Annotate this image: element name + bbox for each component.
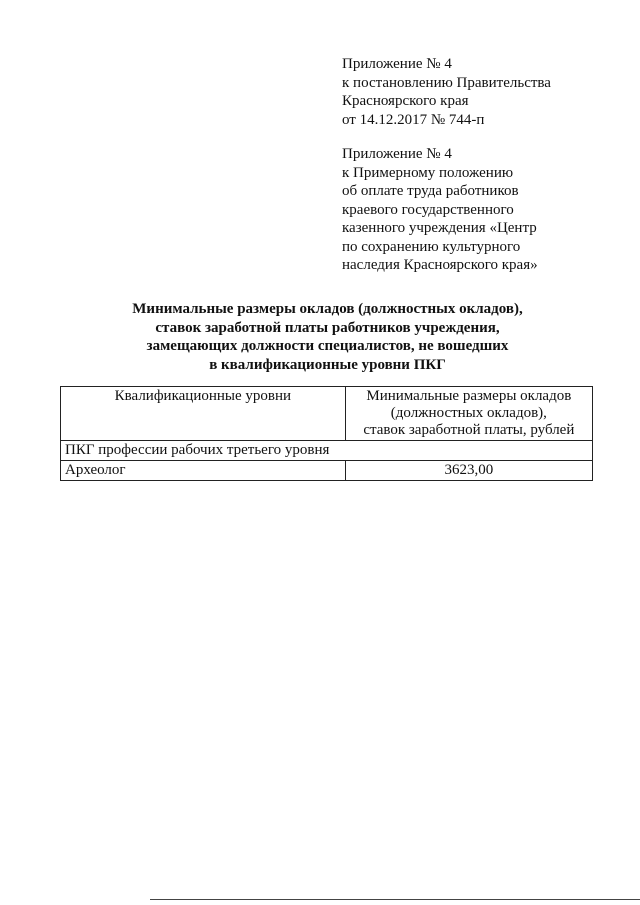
- title-line: ставок заработной платы работников учреждения,: [155, 319, 500, 336]
- annex-decree-line: Приложение № 4: [342, 56, 452, 72]
- header-line: Минимальные размеры окладов: [366, 388, 572, 404]
- position-cell: Археолог: [61, 461, 346, 481]
- header-line: (должностных окладов),: [390, 405, 547, 421]
- table-row: [61, 461, 593, 481]
- annex-regulation-line: краевого государственного: [342, 201, 514, 218]
- annex-regulation-line: по сохранению культурного: [342, 238, 521, 255]
- title-line: замещающих должности специалистов, не вошедших: [146, 338, 509, 354]
- annex-decree-line: Красноярского края: [342, 93, 469, 109]
- salary-table: [60, 386, 593, 481]
- annex-regulation-block: [342, 145, 538, 275]
- header-qualification-levels: Квалификационные уровни: [61, 387, 346, 441]
- header-line: ставок заработной платы, рублей: [363, 422, 575, 438]
- annex-regulation-line: Приложение № 4: [342, 146, 452, 162]
- annex-decree-line: от 14.12.2017 № 744-п: [342, 111, 485, 128]
- group-row: [61, 441, 593, 461]
- title-line: в квалификационные уровни ПКГ: [209, 356, 446, 373]
- annex-regulation-line: казенного учреждения «Центр: [342, 220, 537, 236]
- header-minimum-salaries: [345, 387, 592, 441]
- document-title: [60, 300, 595, 374]
- title-line: Минимальные размеры окладов (должностных окладов),: [132, 301, 523, 317]
- table-header-row: [61, 387, 593, 441]
- annex-decree-block: [342, 55, 551, 129]
- annex-decree-line: к постановлению Правительства: [342, 74, 551, 91]
- salary-cell: 3623,00: [345, 461, 592, 481]
- page-bottom-rule: [150, 899, 640, 900]
- annex-regulation-line: об оплате труда работников: [342, 183, 519, 199]
- group-label: ПКГ профессии рабочих третьего уровня: [61, 441, 593, 461]
- annex-regulation-line: к Примерному положению: [342, 164, 514, 181]
- annex-regulation-line: наследия Красноярского края»: [342, 257, 538, 273]
